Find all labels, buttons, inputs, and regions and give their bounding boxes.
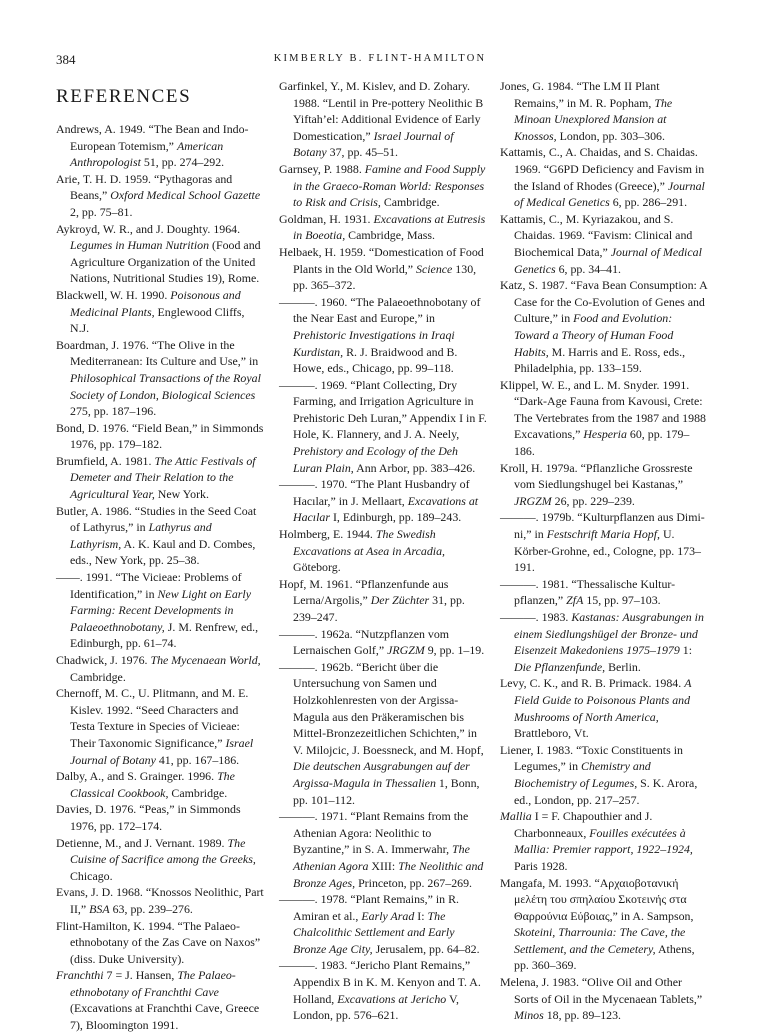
reference-entry: Aykroyd, W. R., and J. Doughty. 1964. Legumes in Human Nutrition (Food and Agriculture Organization of the United Nations, Nutritional Studies 19), Rome. xyxy=(56,221,261,286)
reference-entry: ———. 1983. “Jericho Plant Remains,” Appendix B in K. M. Kenyon and T. A. Holland, Excavations at Jericho V, London, pp. 576–621. xyxy=(279,958,481,1023)
reference-entry: Kattamis, C., A. Chaidas, and S. Chaidas. 1969. “G6PD Deficiency and Favism in the Island of Rhodes (Greece),” Journal of Medical Genetics 6, pp. 286–291. xyxy=(500,145,705,210)
reference-entry: Goldman, H. 1931. Excavations at Eutresis in Boeotia, Cambridge, Mass. xyxy=(279,211,486,243)
reference-entry: Melena, J. 1983. “Olive Oil and Other Sorts of Oil in the Mycenaean Tablets,” Minos 18, pp. 89–123. xyxy=(500,975,703,1023)
reference-entry: Davies, D. 1976. “Peas,” in Simmonds 1976, pp. 172–174. xyxy=(56,802,241,833)
reference-entry: ———. 1981. “Thessalische Kultur-pflanzen,” ZfA 15, pp. 97–103. xyxy=(500,576,676,608)
reference-entry: Kroll, H. 1979a. “Pflanzliche Grossreste vom Siedlungshugel bei Kastanas,” JRGZM 26, pp. 229–239. xyxy=(500,460,693,508)
reference-entry: Klippel, W. E., and L. M. Snyder. 1991. “Dark-Age Fauna from Kavousi, Crete: The Vertebrates from the 1987 and 1988 Excavations,” Hesperia 60, pp. 179–186. xyxy=(500,377,706,459)
section-title: REFERENCES xyxy=(56,86,192,107)
reference-column-1 xyxy=(56,121,264,1034)
reference-entry: ———. 1978. “Plant Remains,” in R. Amiran et al., Early Arad I: The Chalcolithic Settlement and Early Bronze Age City, Jerusalem, pp. 64–82. xyxy=(279,892,480,956)
reference-entry: Arie, T. H. D. 1959. “Pythagoras and Beans,” Oxford Medical School Gazette 2, pp. 75–81. xyxy=(56,171,261,219)
reference-entry: Franchthi 7 = J. Hansen, The Palaeo-ethnobotany of Franchthi Cave (Excavations at Franchthi Cave, Greece 7), Bloomington 1991. xyxy=(56,968,260,1033)
reference-entry: Kattamis, C., M. Kyriazakou, and S. Chaidas. 1969. “Favism: Clinical and Biochemical Data,” Journal of Medical Genetics 6, pp. 34–41. xyxy=(500,211,702,276)
reference-column-3 xyxy=(500,78,708,1024)
reference-entry: Evans, J. D. 1968. “Knossos Neolithic, Part II,” BSA 63, pp. 239–276. xyxy=(56,885,264,916)
reference-entry: ———. 1969. “Plant Collecting, Dry Farming, and Irrigation Agriculture in Prehistoric Deh Luran,” Appendix I in F. Hole, K. Flannery, and J. A. Neely, Prehistory and Ecology of the Deh Luran Plain, Ann Arbor, pp. 383–426. xyxy=(279,377,487,475)
reference-entry: ———. 1960. “The Palaeoethnobotany of the Near East and Europe,” in Prehistoric Investigations in Iraqi Kurdistan, R. J. Braidwood and B. Howe, eds., Chicago, pp. 99–118. xyxy=(279,294,481,376)
reference-entry: Katz, S. 1987. “Fava Bean Consumption: A Case for the Co-Evolution of Genes and Culture,” in Food and Evolution: Toward a Theory of Human Food Habits, M. Harris and E. Ross, eds., Philadelphia, pp. 133–159. xyxy=(500,278,708,376)
reference-entry: Detienne, M., and J. Vernant. 1989. The Cuisine of Sacrifice among the Greeks, Chicago. xyxy=(56,835,256,883)
reference-entry: Mangafa, M. 1993. “Αρχαιοβοτανική μελέτη του σπηλαίου Σκοτεινής στα Θαρρούνια Εύβοιας,” in A. Sampson, Skoteini, Tharrounia: The Cave, the Settlement, and the Cemetery, Athens, pp. 360–369. xyxy=(500,875,695,973)
reference-entry: Garfinkel, Y., M. Kislev, and D. Zohary. 1988. “Lentil in Pre-pottery Neolithic B Yiftah’el: Additional Evidence of Early Domestication,” Israel Journal of Botany 37, pp. 45–51. xyxy=(279,79,484,160)
reference-entry: Dalby, A., and S. Grainger. 1996. The Classical Cookbook, Cambridge. xyxy=(56,769,235,800)
reference-entry: ———. 1983. Kastanas: Ausgrabungen in einem Siedlungshügel der Bronze- und Eisenzeit Makedoniens 1975–1979 1: Die Pflanzenfunde, Berlin. xyxy=(500,610,704,674)
reference-entry: Boardman, J. 1976. “The Olive in the Mediterranean: Its Culture and Use,” in Philosophical Transactions of the Royal Society of London, Biological Sciences 275, pp. 187–196. xyxy=(56,337,261,419)
reference-entry: Helbaek, H. 1959. “Domestication of Food Plants in the Old World,” Science 130, pp. 365–372. xyxy=(279,244,484,293)
reference-entry: Brumfield, A. 1981. The Attic Festivals of Demeter and Their Relation to the Agricultural Year, New York. xyxy=(56,453,256,502)
reference-entry: Bond, D. 1976. “Field Bean,” in Simmonds 1976, pp. 179–182. xyxy=(56,420,264,452)
reference-entry: Holmberg, E. 1944. The Swedish Excavations at Asea in Arcadia, Göteborg. xyxy=(279,527,446,575)
reference-entry: ———. 1962a. “Nutzpflanzen vom Lernaischen Golf,” JRGZM 9, pp. 1–19. xyxy=(279,626,485,658)
reference-entry: Hopf, M. 1961. “Pflanzenfunde aus Lerna/Argolis,” Der Züchter 31, pp. 239–247. xyxy=(279,576,465,624)
reference-entry: Butler, A. 1986. “Studies in the Seed Coat of Lathyrus,” in Lathyrus and Lathyrism, A. K. Kaul and D. Combes, eds., New York, pp. 25–38. xyxy=(56,503,257,568)
reference-entry: Chadwick, J. 1976. The Mycenaean World, Cambridge. xyxy=(56,653,261,684)
page-number: 384 xyxy=(56,52,76,67)
running-head: KIMBERLY B. FLINT-HAMILTON xyxy=(273,53,487,64)
reference-entry: Mallia I = F. Chapouthier and J. Charbonneaux, Fouilles exécutées à Mallia: Premier rapport, 1922–1924, Paris 1928. xyxy=(500,809,693,873)
reference-column-2 xyxy=(279,78,487,1024)
reference-entry: Jones, G. 1984. “The LM II Plant Remains,” in M. R. Popham, The Minoan Unexplored Mansion at Knossos, London, pp. 303–306. xyxy=(500,79,673,143)
reference-entry: Levy, C. K., and R. B. Primack. 1984. A Field Guide to Poisonous Plants and Mushrooms of North America, Brattleboro, Vt. xyxy=(500,676,692,741)
reference-entry: Flint-Hamilton, K. 1994. “The Palaeo-ethnobotany of the Zas Cave on Naxos” (diss. Duke University). xyxy=(56,918,261,966)
reference-entry: Blackwell, W. H. 1990. Poisonous and Medicinal Plants, Englewood Cliffs, N.J. xyxy=(56,287,245,336)
reference-entry: Liener, I. 1983. “Toxic Constituents in Legumes,” in Chemistry and Biochemistry of Legumes, S. K. Arora, ed., London, pp. 217–257. xyxy=(500,742,698,807)
reference-entry: ———. 1962b. “Bericht über die Untersuchung von Samen und Holzkohlenresten von der Argissa-Magula aus den Präkeramischen bis Mittel-Bronzezeitlichen Schichten,” in V. Milojcic, J. Boessneck, and M. Hopf, Die deutschen Ausgrabungen auf der Argissa-Magula in Thessalien 1, Bonn, pp. 101–112. xyxy=(279,659,484,807)
reference-entry: ——. 1991. “The Vicieae: Problems of Identification,” in New Light on Early Farming: Recent Developments in Palaeoethnobotany, J. M. Renfrew, ed., Edinburgh, pp. 61–74. xyxy=(56,570,259,651)
reference-entry: Garnsey, P. 1988. Famine and Food Supply in the Graeco-Roman World: Responses to Risk and Crisis, Cambridge. xyxy=(279,161,486,210)
reference-entry: Andrews, A. 1949. “The Bean and Indo-European Totemism,” American Anthropologist 51, pp. 274–292. xyxy=(56,122,249,170)
reference-entry: ———. 1979b. “Kulturpflanzen aus Dimi-ni,” in Festschrift Maria Hopf, U. Körber-Grohne, ed., Cologne, pp. 173–191. xyxy=(500,510,705,575)
reference-entry: ———. 1970. “The Plant Husbandry of Hacılar,” in J. Mellaart, Excavations at Hacılar I, Edinburgh, pp. 189–243. xyxy=(279,477,479,525)
reference-entry: ———. 1971. “Plant Remains from the Athenian Agora: Neolithic to Byzantine,” in S. A. Immerwahr, The Athenian Agora XIII: The Neolithic and Bronze Ages, Princeton, pp. 267–269. xyxy=(279,809,484,890)
reference-entry: Chernoff, M. C., U. Plitmann, and M. E. Kislev. 1992. “Seed Characters and Testa Texture in Species of Vicieae: Their Taxonomic Significance,” Israel Journal of Botany 41, pp. 167–186. xyxy=(56,686,254,767)
